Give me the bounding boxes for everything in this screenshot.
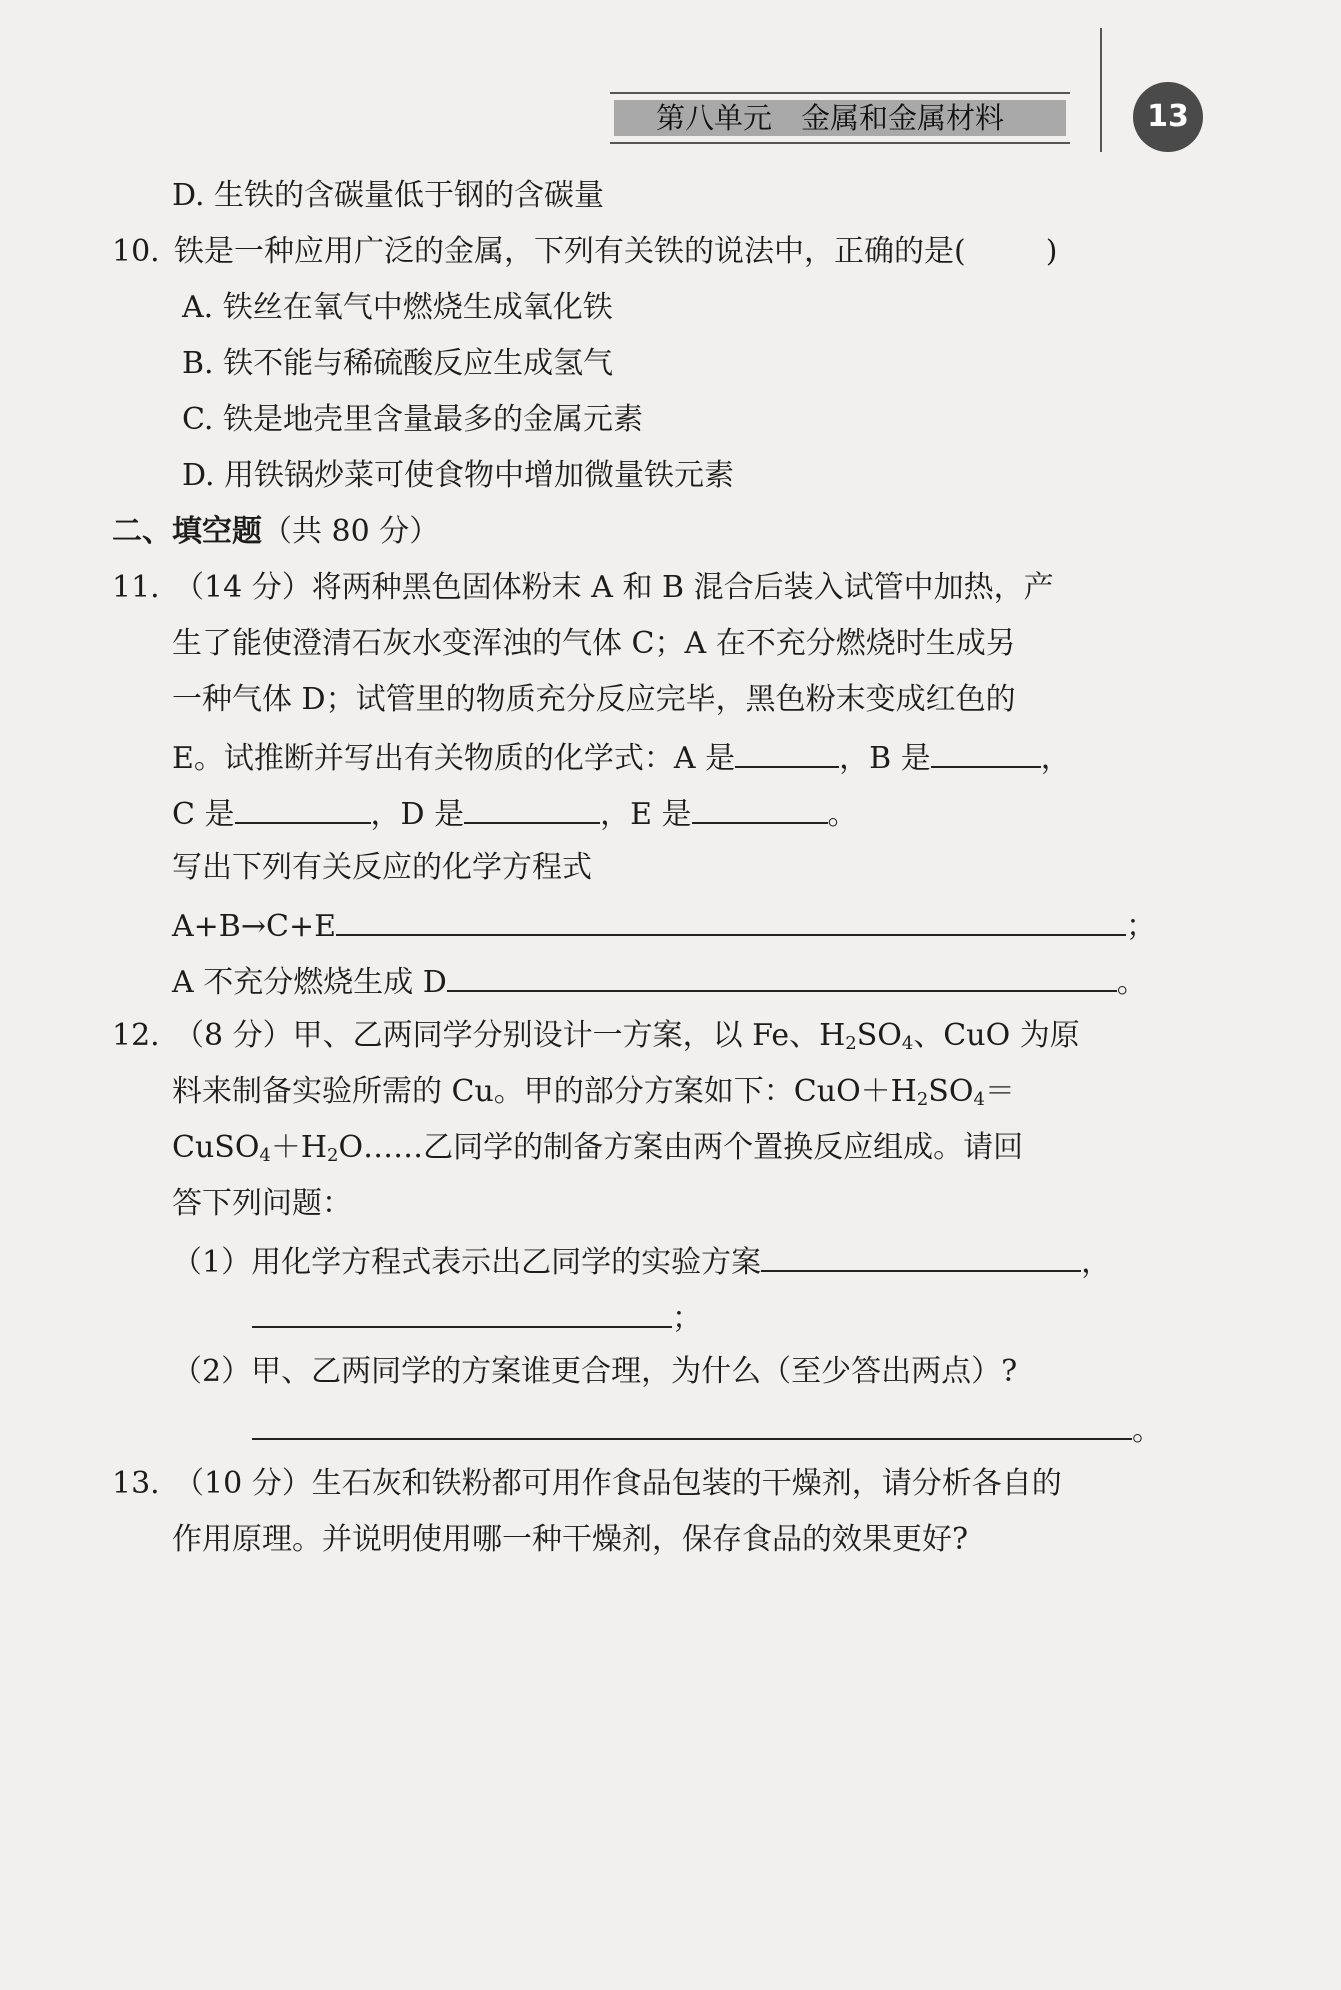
subscript: 2	[845, 1033, 857, 1054]
q10-stem-close: )	[1045, 234, 1058, 269]
q12-text-3c: O……乙同学的制备方案由两个置换反应组成。请回	[338, 1130, 1024, 1165]
q11-line-5	[172, 792, 858, 835]
q13-number: 13.	[112, 1466, 160, 1501]
answer-blank-a[interactable]	[735, 736, 839, 768]
page-number: 13	[1133, 82, 1203, 152]
q10-option-c: C. 铁是地壳里含量最多的金属元素	[182, 402, 643, 437]
q11-ask-d: ，D 是	[370, 797, 465, 832]
chapter-title: 第八单元 金属和金属材料	[614, 100, 1066, 136]
q11-equation-1	[172, 904, 1156, 947]
equation-1-blank[interactable]	[336, 904, 1126, 936]
q12-sub-2-end: 。	[1132, 1413, 1162, 1448]
q12-text-1c: 、CuO 为原	[913, 1018, 1080, 1053]
equation-1-label: A+B→C+E	[172, 909, 336, 944]
q11-text-1: （14 分）将两种黑色固体粉末 A 和 B 混合后装入试管中加热，产	[174, 570, 1054, 605]
q11-ask-a: E。试推断并写出有关物质的化学式：A 是	[172, 741, 736, 776]
q10-stem-text: 铁是一种应用广泛的金属，下列有关铁的说法中，正确的是(	[174, 234, 966, 269]
q11-prompt: 写出下列有关反应的化学方程式	[172, 850, 592, 885]
q11-line-3: 一种气体 D；试管里的物质充分反应完毕，黑色粉末变成红色的	[172, 682, 1016, 717]
q11-ask-e: ，E 是	[600, 797, 692, 832]
q12-line-1	[112, 1016, 1080, 1056]
q12-sub-1-blank-2[interactable]	[252, 1296, 672, 1328]
q12-sub-1	[172, 1240, 1111, 1283]
answer-blank-c[interactable]	[235, 792, 371, 824]
subscript: 2	[327, 1145, 339, 1166]
equation-2-end: 。	[1116, 965, 1147, 1000]
q11-number: 11.	[112, 570, 160, 605]
q11-period: 。	[827, 797, 858, 832]
equation-1-end: ；	[1125, 909, 1156, 944]
subscript: 4	[901, 1033, 914, 1054]
q9-option-d: D. 生铁的含碳量低于钢的含碳量	[172, 178, 605, 213]
q13-line-2: 作用原理。并说明使用哪一种干燥剂，保存食品的效果更好?	[172, 1522, 969, 1557]
q11-equation-2	[172, 960, 1147, 1003]
answer-blank-b[interactable]	[931, 736, 1041, 768]
q12-line-3	[172, 1128, 1023, 1168]
q12-sub-2: （2）甲、乙两同学的方案谁更合理，为什么（至少答出两点）?	[172, 1354, 1018, 1389]
section-heading	[112, 512, 439, 552]
section-title: 二、填空题	[112, 514, 262, 549]
section-points: （共 80 分）	[262, 514, 440, 549]
q10-number: 10.	[112, 234, 160, 269]
q12-sub-1-text: （1）用化学方程式表示出乙同学的实验方案	[172, 1245, 762, 1280]
subscript: 4	[973, 1089, 985, 1110]
q12-text-2c: ＝	[984, 1074, 1015, 1109]
q13-line-1	[112, 1464, 1062, 1504]
q11-ask-b: ，B 是	[839, 741, 931, 776]
q11-line-2: 生了能使澄清石灰水变浑浊的气体 C；A 在不充分燃烧时生成另	[172, 626, 1016, 661]
q12-sub-1-end: ；	[672, 1301, 702, 1336]
equation-2-label: A 不充分燃烧生成 D	[172, 965, 447, 1000]
q12-text-3a: CuSO	[172, 1130, 260, 1165]
header-rule-top	[610, 92, 1070, 94]
q12-text-3b: ＋H	[270, 1130, 328, 1165]
q12-text-2b: SO	[928, 1074, 974, 1109]
q11-line-4	[172, 736, 1071, 779]
q12-text-2a: 料来制备实验所需的 Cu。甲的部分方案如下：CuO＋H	[172, 1074, 917, 1109]
header-rule-bottom	[610, 142, 1070, 144]
answer-blank-e[interactable]	[692, 792, 828, 824]
q11-ask-c: C 是	[172, 797, 235, 832]
q12-sub-2-blank[interactable]	[252, 1408, 1132, 1440]
q12-text-1b: SO	[856, 1018, 902, 1053]
q10-option-b: B. 铁不能与稀硫酸反应生成氢气	[182, 346, 614, 381]
answer-blank-d[interactable]	[464, 792, 600, 824]
header-vertical-rule	[1100, 28, 1102, 152]
q10-option-a: A. 铁丝在氧气中燃烧生成氧化铁	[182, 290, 613, 325]
q12-sub-1-comma: ，	[1081, 1245, 1112, 1280]
subscript: 2	[916, 1089, 929, 1110]
q12-sub-1-continuation	[252, 1296, 702, 1339]
q11-comma: ，	[1040, 741, 1071, 776]
q10-option-d: D. 用铁锅炒菜可使食物中增加微量铁元素	[182, 458, 735, 493]
q12-text-1a: （8 分）甲、乙两同学分别设计一方案，以 Fe、H	[174, 1018, 846, 1053]
q12-line-4: 答下列问题：	[172, 1186, 352, 1221]
subscript: 4	[259, 1145, 271, 1166]
q12-sub-2-answer	[252, 1408, 1162, 1451]
q12-sub-1-blank[interactable]	[761, 1240, 1081, 1272]
q12-number: 12.	[112, 1018, 160, 1053]
q12-line-2	[172, 1072, 1015, 1112]
q10-stem	[112, 232, 1057, 272]
q13-text-1: （10 分）生石灰和铁粉都可用作食品包装的干燥剂，请分析各自的	[174, 1466, 1062, 1501]
q11-line-1	[112, 568, 1054, 608]
equation-2-blank[interactable]	[447, 960, 1117, 992]
